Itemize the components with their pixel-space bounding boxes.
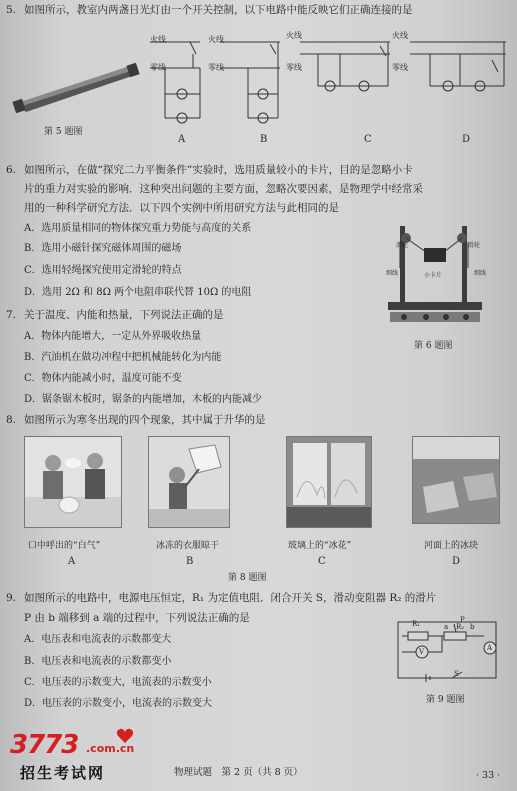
q5-neutral-label-b: 零线 [208,63,224,72]
q9-option-b: B．电压表和电流表的示数都变小 [24,656,172,667]
q8-image-d [412,436,500,524]
q8-caption-c: 玻璃上的“冰花” [288,541,352,551]
q5-fire-label-c: 火线 [286,31,302,40]
q7-number: 7. [6,309,17,321]
q9-option-c: C．电压表的示数变大，电流表的示数变小 [24,677,212,688]
q5-fire-label-d: 火线 [392,31,408,40]
footer-page-text: 物理试题 第 2 页（共 8 页） [174,767,303,778]
logo-number: 3773 [10,730,79,760]
q8-stem: 如图所示为寒冬出现的四个现象，其中属于升华的是 [24,414,266,426]
q8-image-c [286,436,372,528]
q8-number: 8. [6,414,17,426]
q9-figure-caption: 第 9 题图 [426,695,465,705]
q6-number: 6. [6,164,17,176]
q6-option-a: A．选用质量相同的物体探究重力势能与高度的关系 [24,223,252,234]
footer-page-number: · 33 · [476,770,501,781]
q5-fire-label-b: 火线 [208,35,224,44]
q5-fire-label-a: 火线 [150,35,166,44]
q8-caption-a: 口中呼出的“白气” [28,541,101,551]
q5-stem: 如图所示，教室内两盏日光灯由一个开关控制，以下电路中能反映它们正确连接的是 [24,4,413,16]
q8-caption-d: 河面上的冰块 [424,541,479,551]
q8-letter-b: B [186,556,194,567]
q7-option-c: C．物体内能减小时，温度可能不变 [24,373,182,384]
q8-figure-caption: 第 8 题图 [228,573,267,583]
q6-label-pulley-right: 滑轮 [468,242,481,249]
q5-option-c: C [364,134,372,145]
q7-stem: 关于温度、内能和热量，下列说法正确的是 [24,309,224,321]
q6-option-c: C．选用轻绳探究使用定滑轮的特点 [24,265,182,276]
q6-option-b: B．选用小磁针探究磁体周围的磁场 [24,243,182,254]
q5-neutral-label-c: 零线 [286,63,302,72]
q5-neutral-label-a: 零线 [150,63,166,72]
q5-neutral-label-d: 零线 [392,63,408,72]
q5-option-a: A [178,134,186,145]
q5-figure-caption: 第 5 题图 [44,127,83,137]
q8-letter-a: A [68,556,76,567]
site-logo [10,728,170,784]
q9-label-p: P [460,616,465,624]
q8-image-a [24,436,122,528]
logo-domain: .com.cn [86,742,135,755]
q8-letter-c: C [318,556,326,567]
q5-option-d: D [462,134,471,145]
q6-label-pulley-left: 滑轮 [396,242,409,249]
q9-label-r2: R₂ [456,623,465,631]
q6-label-card: 小卡片 [424,272,443,279]
q9-stem-line2: P 由 b 端移到 a 端的过程中，下列说法正确的是 [24,612,250,624]
q9-label-r1: R₁ [412,620,421,628]
q5-circuits [130,26,510,136]
q8-caption-b: 冰冻的衣服晾干 [156,541,220,551]
q9-stem-line1: 如图所示的电路中，电源电压恒定，R₁ 为定值电阻．闭合开关 S，滑动变阻器 R₂ 的滑片 [24,592,437,604]
q7-option-d: D．锯条锯木板时，锯条的内能增加，木板的内能减少 [24,394,263,405]
q9-label-a: a [444,623,449,631]
q9-label-switch: S [454,670,459,678]
q6-label-string-left: 细线 [386,270,399,277]
q7-option-b: B．汽油机在做功冲程中把机械能转化为内能 [24,352,222,363]
q9-label-b: b [470,623,475,631]
q6-label-string-right: 细线 [474,270,487,277]
q5-number: 5. [6,4,17,16]
logo-slogan: 招生考试网 [20,764,106,782]
q9-option-a: A．电压表和电流表的示数都变大 [24,634,172,645]
q9-option-d: D．电压表的示数变小，电流表的示数变大 [24,698,213,709]
q8-image-b [148,436,230,528]
q8-letter-d: D [452,556,461,567]
fluorescent-tube-image [12,60,142,120]
q6-stem-line2: 片的重力对实验的影响．这种突出问题的主要方面，忽略次要因素，是物理学中经常采 [24,183,423,195]
q7-option-a: A．物体内能增大，一定从外界吸收热量 [24,331,202,342]
q9-number: 9. [6,592,17,604]
q6-stem-line1: 如图所示，在做“探究二力平衡条件”实验时，选用质量较小的卡片，目的是忽略小卡 [24,164,413,176]
q6-option-d: D．选用 2Ω 和 8Ω 两个电阻串联代替 10Ω 的电阻 [24,287,252,298]
q6-stem-line3: 用的一种科学研究方法．以下四个实例中所用研究方法与此相同的是 [24,202,339,214]
q9-label-voltmeter: V [419,648,425,656]
q6-figure-caption: 第 6 题图 [414,341,453,351]
q5-option-b: B [260,134,268,145]
q9-label-ammeter: A [487,644,493,652]
